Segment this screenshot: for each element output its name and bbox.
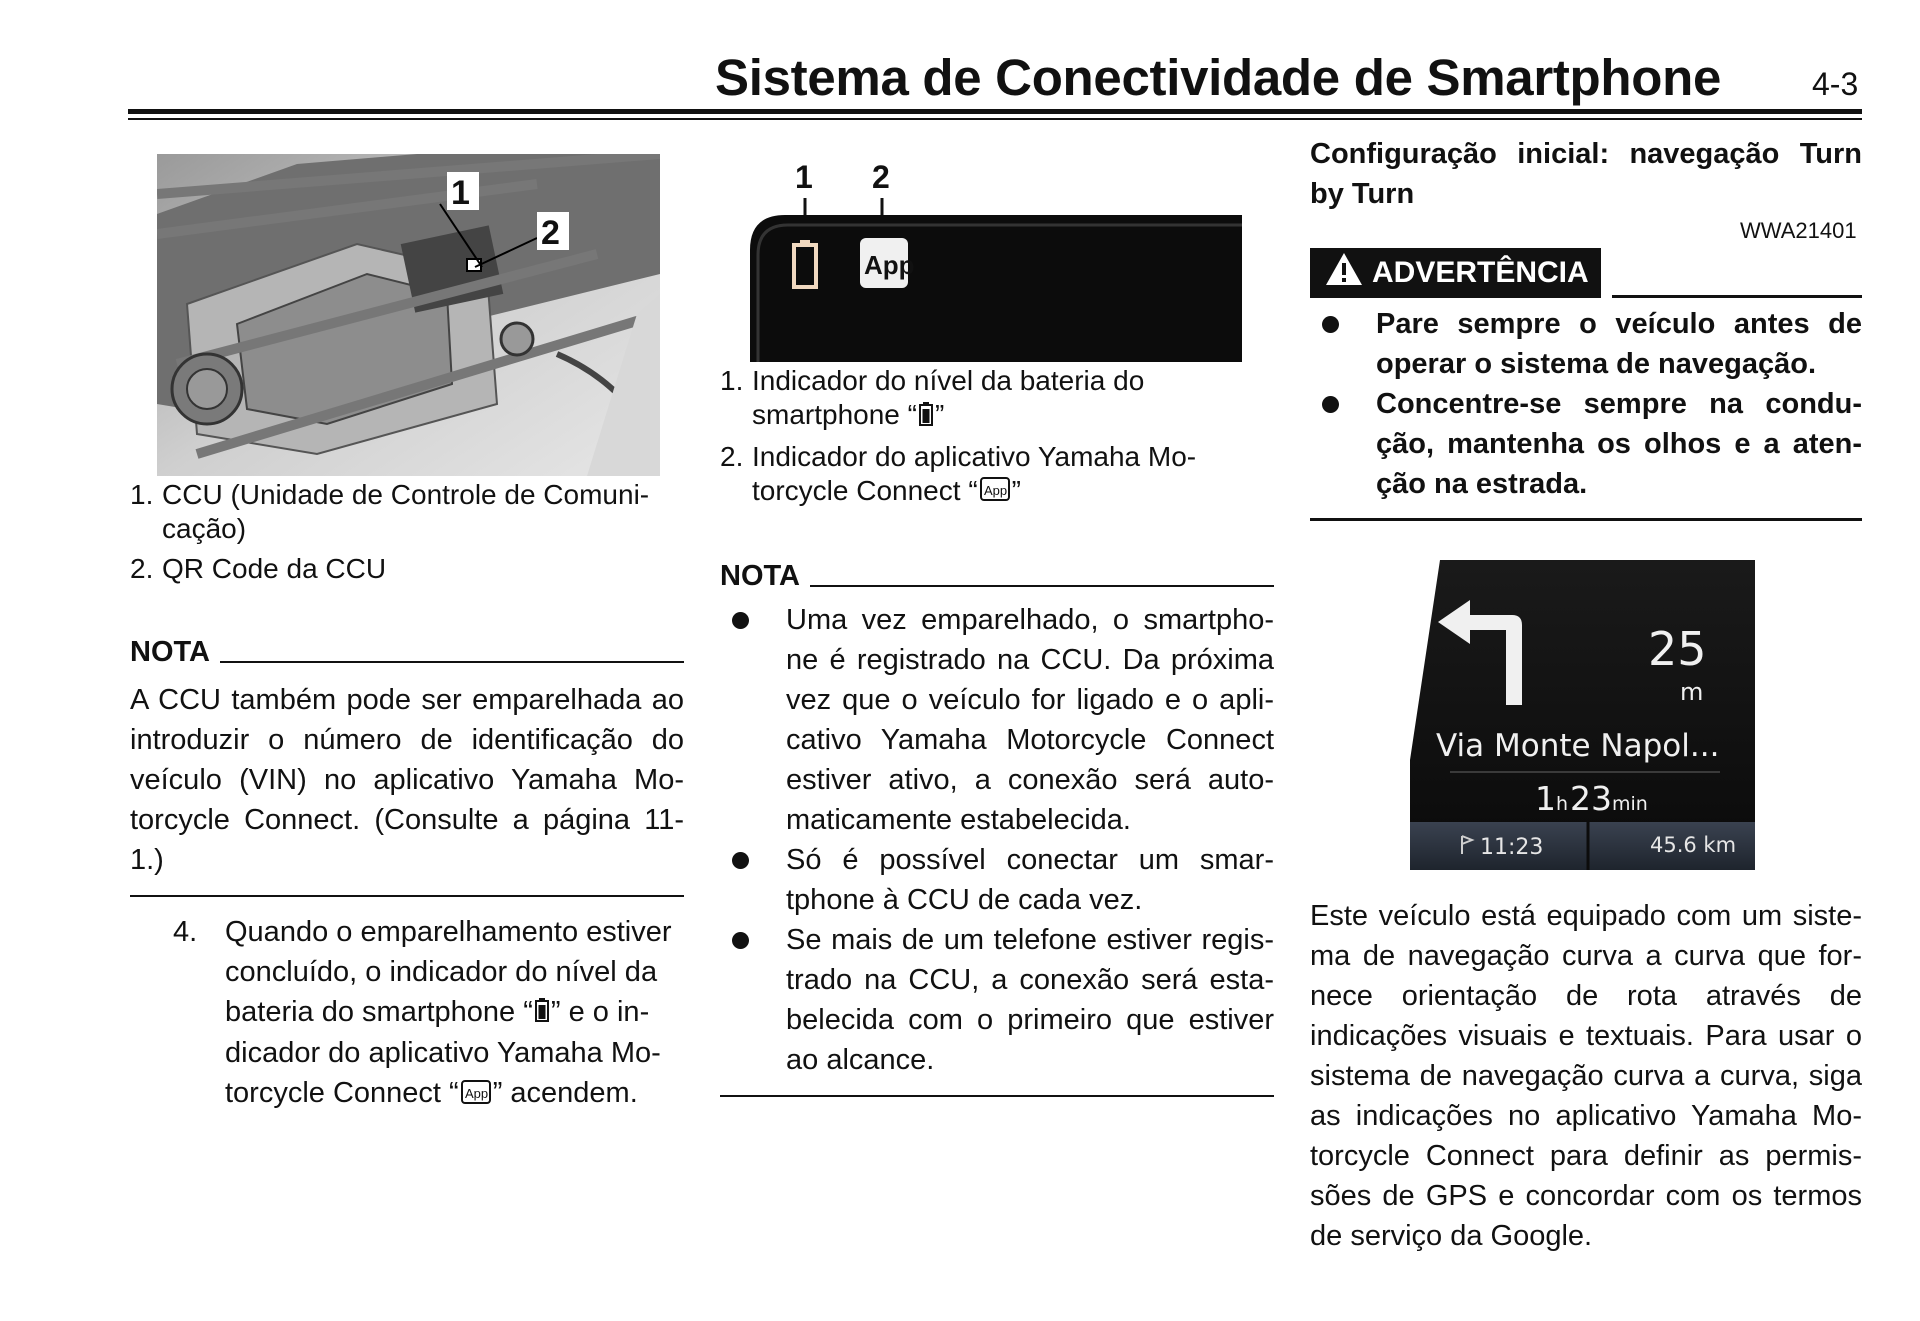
nav-duration-minutes: 23	[1570, 779, 1612, 818]
warning-end-rule	[1310, 518, 1862, 521]
nota-text-col1: A CCU também pode ser emparelhada ao introduzir o número de identificação do veículo (VIN) no aplicativo Yamaha Mo-torcycle Connect. (Consulte a página 11-1.)	[130, 684, 684, 876]
header-rule	[128, 109, 1862, 114]
battery-icon	[535, 993, 549, 1033]
nav-duration-hours: 1	[1535, 779, 1556, 818]
nav-street: Via Monte Napol...	[1436, 728, 1720, 764]
page-title: Sistema de Conectividade de Smartphone	[715, 49, 1722, 106]
caption-item	[130, 478, 660, 546]
step-4	[173, 912, 684, 1115]
bullet-dot	[1310, 384, 1376, 504]
nota-heading-col1	[130, 636, 684, 669]
bullet-dot	[720, 920, 786, 1080]
nota-rule	[810, 585, 1274, 587]
caption-text	[752, 364, 1240, 434]
step-text-c: ” acendem.	[492, 1077, 638, 1110]
caption-text: CCU (Unidade de Controle de Comuni-cação)	[162, 479, 650, 544]
bullet-dot	[1310, 304, 1376, 384]
caption-text	[752, 440, 1240, 510]
nav-remaining-distance: 45.6 km	[1650, 833, 1737, 857]
nota-heading-col2	[720, 560, 1274, 593]
caption-item	[720, 364, 1240, 434]
nav-duration-hours-unit: h	[1556, 793, 1569, 815]
app-icon	[980, 475, 1010, 509]
nota-rule	[220, 661, 684, 663]
bullet-text: Se mais de um telefone estiver regis-trado na CCU, a conexão será esta-belecida com o primeiro que estiver ao alcance.	[786, 924, 1274, 1076]
step-text-b: ” e o in-dicador do aplicativo Yamaha Mo-torcycle Connect “	[225, 996, 661, 1110]
app-icon	[461, 1075, 491, 1115]
bullet-item	[720, 920, 1274, 1080]
ccu-photo	[157, 154, 660, 476]
nota-end-rule-col1	[130, 895, 684, 897]
nav-duration-minutes-unit: min	[1612, 793, 1648, 815]
caption-item	[720, 440, 1240, 510]
caption-text-a: Indicador do nível da bateria do smartphone “	[752, 365, 1145, 430]
photo-label-1: 1	[451, 174, 470, 212]
warning-bullets	[1310, 304, 1862, 504]
caption-text-a: Indicador do aplicativo Yamaha Mo-torcycle Connect “	[752, 440, 1197, 506]
caption-item	[130, 552, 660, 586]
nav-arrival-time: 11:23	[1480, 835, 1544, 860]
step-number: 4.	[173, 916, 198, 948]
caption-text-b: ”	[1011, 474, 1021, 506]
nota-label: NOTA	[720, 560, 801, 592]
warning-rule	[1612, 295, 1862, 298]
warning-triangle-icon	[1324, 251, 1364, 295]
bullet-item	[720, 600, 1274, 840]
battery-icon	[919, 400, 933, 434]
display-figure	[750, 150, 1250, 362]
caption-num: 1.	[130, 479, 154, 510]
nav-distance: 25	[1648, 622, 1707, 676]
caption-num: 2.	[130, 553, 154, 584]
step-text	[225, 912, 684, 1115]
nota-bullets-col2	[720, 600, 1274, 1080]
bullet-dot	[720, 840, 786, 920]
nota-label: NOTA	[130, 636, 211, 668]
warning-bullet-text: Pare sempre o veículo antes de operar o sistema de navegação.	[1376, 308, 1862, 380]
page-number: 4-3	[1812, 66, 1859, 102]
caption-num: 1.	[720, 365, 744, 396]
warning-label-box	[1310, 248, 1601, 298]
section-heading: Configuração inicial: navegação Turn by Turn	[1310, 138, 1862, 210]
bullet-text: Uma vez emparelhado, o smartpho-ne é registrado na CCU. Da próxima vez que o veículo for ligado e o apli-cativo Yamaha Motorcycle Connect estiver ativo, a conexão será auto-maticamente estabelecida.	[786, 604, 1274, 836]
caption-text-b: ”	[934, 399, 945, 430]
nav-distance-unit: m	[1680, 678, 1704, 706]
photo-label-2: 2	[541, 214, 560, 252]
bullet-text: Só é possível conectar um smar-tphone à CCU de cada vez.	[786, 844, 1274, 916]
caption-text: QR Code da CCU	[162, 553, 387, 584]
step-text-a: Quando o emparelhamento estiver concluído, o indicador do nível da bateria do smartphone “	[225, 916, 672, 1028]
warning-label: ADVERTÊNCIA	[1372, 256, 1589, 289]
bullet-item	[720, 840, 1274, 920]
display-label-1: 1	[795, 159, 813, 195]
warning-code: WWA21401	[1740, 218, 1857, 243]
navigation-display	[1410, 560, 1755, 870]
ccu-captions	[130, 478, 660, 590]
svg-text:App: App	[464, 1085, 488, 1101]
bullet-dot	[720, 600, 786, 840]
caption-num: 2.	[720, 440, 744, 472]
warning-bullet-text: Concentre-se sempre na condu-ção, mantenha os olhos e a aten-ção na estrada.	[1376, 388, 1862, 500]
warning-bullet-item	[1310, 304, 1862, 384]
svg-text:App: App	[983, 483, 1007, 499]
app-indicator-text: App	[864, 250, 915, 280]
header-rule-thin	[128, 118, 1862, 120]
nav-description: Este veículo está equipado com um siste-ma de navegação curva a curva que for-nece orientação de rota através de indicações visuais e textuais. Para usar o sistema de navegação curva a curva, siga as indicações no aplicativo Yamaha Mo-torcycle Connect para definir as permis-sões de GPS e concordar com os termos de serviço da Google.	[1310, 900, 1862, 1252]
display-captions	[720, 364, 1240, 513]
warning-bullet-item	[1310, 384, 1862, 504]
nota-end-rule-col2	[720, 1095, 1274, 1097]
display-label-2: 2	[872, 159, 890, 195]
